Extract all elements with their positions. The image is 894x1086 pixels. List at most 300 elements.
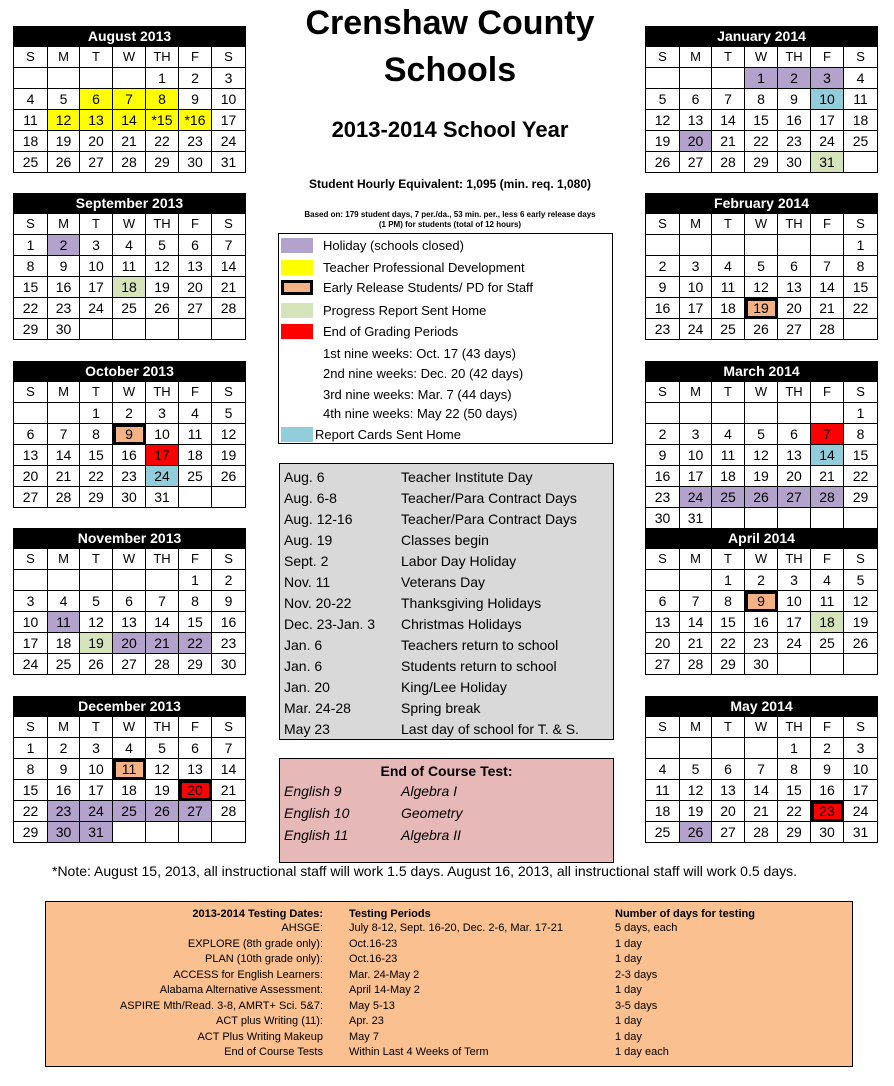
day-header: S	[646, 549, 680, 570]
calendar-day: 11	[712, 445, 745, 466]
calendar-day: 17	[14, 633, 48, 654]
calendar-day: 3	[212, 68, 246, 89]
calendar-day: 4	[844, 68, 878, 89]
event-name: Veterans Day	[401, 574, 486, 590]
calendar-day	[844, 152, 878, 173]
calendar-day: 8	[14, 759, 48, 780]
page-title-line2: Schools	[383, 51, 517, 89]
day-header: F	[179, 717, 212, 738]
calendar-title: February 2014	[646, 194, 878, 214]
day-header: W	[113, 214, 146, 235]
calendar-day: 21	[712, 131, 745, 152]
calendar-day: 19	[745, 466, 778, 487]
calendar-day: 12	[745, 277, 778, 298]
calendar-day: 23	[646, 487, 680, 508]
calendar-day: 13	[80, 110, 113, 131]
calendar-day: 24	[811, 131, 844, 152]
testing-period: May 5-13	[349, 999, 395, 1012]
calendar-day	[80, 68, 113, 89]
eoc-math: Algebra I	[401, 783, 458, 799]
calendar-day: 16	[646, 298, 680, 319]
calendar-day	[80, 319, 113, 340]
calendar-day: 10	[778, 591, 811, 612]
testing-label: Alabama Alternative Assessment:	[159, 984, 323, 996]
testing-row	[46, 983, 852, 997]
calendar-day: 31	[680, 508, 712, 529]
day-header: T	[80, 717, 113, 738]
calendar-day: 26	[646, 152, 680, 173]
calendar-day: 20	[712, 801, 745, 822]
calendar-feb	[645, 193, 878, 340]
testing-days: 1 day each	[615, 1046, 669, 1058]
calendar-day: 22	[14, 298, 48, 319]
calendar-day: 11	[48, 612, 80, 633]
calendar-day: 7	[212, 235, 246, 256]
calendar-day: 31	[146, 487, 179, 508]
calendar-day: 7	[146, 591, 179, 612]
day-header: TH	[778, 47, 811, 68]
calendar-day: 7	[48, 424, 80, 445]
day-header: M	[680, 47, 712, 68]
day-header: TH	[146, 549, 179, 570]
calendar-day: 5	[680, 759, 712, 780]
calendar-day	[680, 403, 712, 424]
legend-label: Progress Report Sent Home	[323, 303, 487, 318]
calendar-day: 24	[14, 654, 48, 675]
calendar-day: 19	[745, 298, 778, 319]
calendar-day: 30	[212, 654, 246, 675]
calendar-day	[778, 235, 811, 256]
testing-period: Mar. 24-May 2	[349, 968, 420, 981]
calendar-day: 21	[680, 633, 712, 654]
calendar-day: 1	[844, 403, 878, 424]
calendar-day: 17	[844, 780, 878, 801]
calendar-day: 4	[48, 591, 80, 612]
testing-row	[46, 921, 852, 935]
calendar-day: 9	[48, 759, 80, 780]
legend-label: Holiday (schools closed)	[323, 238, 464, 253]
calendar-day: 14	[811, 277, 844, 298]
calendar-dec	[13, 696, 246, 843]
calendar-day: 21	[146, 633, 179, 654]
day-header: M	[48, 549, 80, 570]
event-name: Teacher Institute Day	[401, 469, 533, 485]
calendar-day	[811, 654, 844, 675]
calendar-day: 11	[844, 89, 878, 110]
calendar-day: 13	[179, 759, 212, 780]
day-header: W	[113, 382, 146, 403]
calendar-day	[778, 403, 811, 424]
legend-swatch-end	[281, 324, 313, 339]
calendar-day: 23	[778, 131, 811, 152]
calendar-day: 2	[646, 256, 680, 277]
event-date: Dec. 23-Jan. 3	[284, 616, 376, 632]
calendar-day: 28	[712, 152, 745, 173]
calendar-day: 4	[179, 403, 212, 424]
testing-period: Testing Periods	[349, 908, 431, 920]
calendar-day: 25	[712, 319, 745, 340]
calendar-day: 12	[680, 780, 712, 801]
calendar-day: 13	[778, 445, 811, 466]
event-date: Nov. 20-22	[284, 595, 352, 611]
staff-note: *Note: August 15, 2013, all instructional staff will work 1.5 days. August 16, 2013, all instructional staff will work 0.5 days.	[52, 863, 797, 879]
calendar-day: 16	[745, 612, 778, 633]
calendar-day: 22	[80, 466, 113, 487]
calendar-day	[113, 822, 146, 843]
calendar-day	[745, 403, 778, 424]
calendar-day: 5	[212, 403, 246, 424]
calendar-day: 23	[48, 801, 80, 822]
calendar-day: 6	[712, 759, 745, 780]
calendar-day: 6	[680, 89, 712, 110]
calendar-day	[680, 235, 712, 256]
calendar-day: 11	[14, 110, 48, 131]
calendar-day: 2	[811, 738, 844, 759]
event-name: King/Lee Holiday	[401, 679, 507, 695]
calendar-day: 15	[778, 780, 811, 801]
day-header: W	[745, 214, 778, 235]
calendar-day	[680, 68, 712, 89]
calendar-day: 3	[680, 256, 712, 277]
calendar-day	[146, 822, 179, 843]
calendar-jan	[645, 26, 878, 173]
calendar-day: 18	[179, 445, 212, 466]
testing-period: Apr. 23	[349, 1015, 384, 1027]
calendar-day: 23	[811, 801, 844, 822]
day-header: M	[680, 549, 712, 570]
calendar-day: 19	[80, 633, 113, 654]
calendar-day: 9	[646, 277, 680, 298]
calendar-day: 5	[844, 570, 878, 591]
calendar-day: 30	[745, 654, 778, 675]
calendar-day	[811, 508, 844, 529]
calendar-day: 8	[844, 256, 878, 277]
calendar-day: 7	[680, 591, 712, 612]
calendar-day: 7	[811, 424, 844, 445]
calendar-day: 26	[745, 487, 778, 508]
calendar-day: 22	[179, 633, 212, 654]
calendar-day: 24	[844, 801, 878, 822]
legend-swatch-progress	[281, 303, 313, 318]
calendar-day: 18	[712, 466, 745, 487]
day-header: M	[48, 47, 80, 68]
testing-label: ACT plus Writing (11):	[216, 1015, 323, 1027]
day-header: M	[48, 717, 80, 738]
day-header: F	[811, 214, 844, 235]
event-name: Classes begin	[401, 532, 489, 548]
calendar-day: 18	[646, 801, 680, 822]
day-header: S	[212, 47, 246, 68]
calendar-day: 20	[778, 466, 811, 487]
testing-period: Oct.16-23	[349, 937, 398, 950]
calendar-day	[778, 654, 811, 675]
calendar-day: 2	[179, 68, 212, 89]
calendar-day: 10	[844, 759, 878, 780]
day-header: F	[179, 382, 212, 403]
calendar-day: 20	[179, 780, 212, 801]
testing-days: 1 day	[615, 937, 642, 950]
day-header: W	[113, 717, 146, 738]
event-date: May 23	[284, 721, 330, 737]
calendar-day: 3	[146, 403, 179, 424]
eoc-math: Algebra II	[401, 827, 461, 843]
testing-days: 5 days, each	[615, 922, 678, 934]
calendar-day: 30	[179, 152, 212, 173]
legend-label: Early Release Students/ PD for Staff	[323, 280, 534, 295]
calendar-day: 3	[680, 424, 712, 445]
day-header: F	[811, 382, 844, 403]
calendar-day: 8	[146, 89, 179, 110]
day-header: M	[48, 382, 80, 403]
calendar-day: 18	[113, 277, 146, 298]
calendar-day: 26	[48, 152, 80, 173]
calendar-day	[646, 570, 680, 591]
calendar-day: 9	[48, 256, 80, 277]
calendar-day: 10	[212, 89, 246, 110]
calendar-day: 12	[745, 445, 778, 466]
calendar-day	[179, 319, 212, 340]
day-header: F	[811, 47, 844, 68]
calendar-day: 25	[113, 298, 146, 319]
event-date: Aug. 6-8	[284, 490, 337, 506]
day-header: F	[179, 549, 212, 570]
day-header: T	[80, 47, 113, 68]
calendar-day: 27	[80, 152, 113, 173]
calendar-day: 8	[179, 591, 212, 612]
day-header: W	[745, 382, 778, 403]
calendar-day: 24	[146, 466, 179, 487]
calendar-day: 29	[778, 822, 811, 843]
calendar-day	[212, 822, 246, 843]
page-title-line1: Crenshaw County	[305, 4, 595, 42]
eoc-english: English 11	[284, 827, 349, 843]
calendar-day	[48, 68, 80, 89]
calendar-day: 22	[146, 131, 179, 152]
event-date: Jan. 20	[284, 679, 330, 695]
calendar-day: 6	[778, 256, 811, 277]
calendar-day: 17	[680, 298, 712, 319]
calendar-day: 19	[212, 445, 246, 466]
calendar-day: *16	[179, 110, 212, 131]
calendar-day	[811, 235, 844, 256]
calendar-day: 3	[778, 570, 811, 591]
day-header: S	[212, 549, 246, 570]
based-on-line2: (1 PM) for students (total of 12 hours)	[378, 220, 522, 229]
event-date: Jan. 6	[284, 637, 323, 653]
calendar-day: 9	[778, 89, 811, 110]
calendar-day: 18	[712, 298, 745, 319]
calendar-day: 14	[712, 110, 745, 131]
calendar-day: 5	[646, 89, 680, 110]
calendar-day: 31	[212, 152, 246, 173]
calendar-day: 5	[745, 424, 778, 445]
day-header: TH	[146, 717, 179, 738]
calendar-day	[646, 235, 680, 256]
event-name: Last day of school for T. & S.	[401, 721, 579, 737]
calendar-day: 1	[778, 738, 811, 759]
calendar-day: 31	[811, 152, 844, 173]
calendar-day: 4	[113, 738, 146, 759]
testing-row	[46, 937, 852, 951]
calendar-day: 30	[113, 487, 146, 508]
calendar-title: January 2014	[646, 27, 878, 47]
calendar-day: 29	[712, 654, 745, 675]
testing-days: 1 day	[615, 984, 642, 996]
legend-label: Report Cards Sent Home	[315, 427, 461, 442]
testing-period: April 14-May 2	[349, 984, 420, 996]
calendar-day: 27	[778, 319, 811, 340]
event-name: Students return to school	[401, 658, 557, 674]
day-header: TH	[778, 382, 811, 403]
calendar-may	[645, 696, 878, 843]
calendar-day: 24	[778, 633, 811, 654]
calendar-apr	[645, 528, 878, 675]
calendar-day: 28	[212, 298, 246, 319]
calendar-day: 27	[14, 487, 48, 508]
calendar-day: 18	[844, 110, 878, 131]
day-header: T	[712, 47, 745, 68]
day-header: T	[712, 717, 745, 738]
calendar-day: 5	[146, 235, 179, 256]
calendar-day: *15	[146, 110, 179, 131]
calendar-day: 4	[14, 89, 48, 110]
calendar-day: 17	[680, 466, 712, 487]
calendar-day: 3	[844, 738, 878, 759]
calendar-nov	[13, 528, 246, 675]
calendar-day	[14, 68, 48, 89]
calendar-day: 26	[212, 466, 246, 487]
calendar-day: 2	[48, 235, 80, 256]
calendar-day: 26	[146, 801, 179, 822]
calendar-day: 12	[146, 256, 179, 277]
calendar-day: 21	[113, 131, 146, 152]
calendar-day: 12	[146, 759, 179, 780]
calendar-day: 20	[179, 277, 212, 298]
day-header: F	[811, 717, 844, 738]
calendar-day: 20	[80, 131, 113, 152]
day-header: W	[113, 549, 146, 570]
calendar-day: 31	[844, 822, 878, 843]
calendar-day: 21	[48, 466, 80, 487]
calendar-day: 2	[48, 738, 80, 759]
event-date: Nov. 11	[284, 574, 331, 590]
day-header: W	[745, 549, 778, 570]
calendar-day: 22	[844, 298, 878, 319]
testing-days: 1 day	[615, 953, 642, 965]
calendar-day	[712, 508, 745, 529]
day-header: T	[80, 549, 113, 570]
calendar-day: 28	[680, 654, 712, 675]
event-name: Labor Day Holiday	[401, 553, 517, 569]
calendar-day	[811, 403, 844, 424]
day-header: M	[680, 717, 712, 738]
calendar-day: 4	[811, 570, 844, 591]
calendar-title: May 2014	[646, 697, 878, 717]
calendar-day	[745, 235, 778, 256]
calendar-day: 22	[778, 801, 811, 822]
calendar-day: 17	[778, 612, 811, 633]
calendar-day	[712, 738, 745, 759]
testing-row	[46, 952, 852, 966]
day-header: TH	[778, 214, 811, 235]
calendar-day: 6	[113, 591, 146, 612]
calendar-day: 8	[844, 424, 878, 445]
testing-label: AHSGE:	[281, 922, 323, 934]
calendar-day: 9	[811, 759, 844, 780]
calendar-day: 28	[146, 654, 179, 675]
calendar-day: 3	[811, 68, 844, 89]
calendar-day: 6	[179, 738, 212, 759]
event-date: Mar. 24-28	[284, 700, 351, 716]
calendar-day: 20	[646, 633, 680, 654]
calendar-day: 7	[745, 759, 778, 780]
calendar-day: 28	[811, 487, 844, 508]
day-header: S	[646, 717, 680, 738]
calendar-day: 20	[778, 298, 811, 319]
legend-label: 4th nine weeks: May 22 (50 days)	[323, 406, 518, 421]
calendar-day: 4	[712, 256, 745, 277]
calendar-day: 11	[811, 591, 844, 612]
calendar-day: 17	[80, 780, 113, 801]
day-header: T	[712, 549, 745, 570]
calendar-day: 7	[811, 256, 844, 277]
calendar-day: 31	[80, 822, 113, 843]
calendar-day: 28	[745, 822, 778, 843]
calendar-day: 17	[811, 110, 844, 131]
testing-days: 2-3 days	[615, 968, 658, 981]
calendar-day: 7	[712, 89, 745, 110]
hourly-equivalent: Student Hourly Equivalent: 1,095 (min. req. 1,080)	[308, 177, 592, 191]
calendar-day: 7	[212, 738, 246, 759]
calendar-day: 3	[80, 738, 113, 759]
calendar-day: 16	[646, 466, 680, 487]
day-header: S	[844, 47, 878, 68]
day-header: F	[811, 549, 844, 570]
calendar-day: 6	[778, 424, 811, 445]
calendar-day: 21	[811, 298, 844, 319]
calendar-day: 30	[48, 822, 80, 843]
based-on-note	[250, 210, 650, 230]
calendar-day: 23	[745, 633, 778, 654]
calendar-day	[48, 570, 80, 591]
calendar-day: 14	[113, 110, 146, 131]
day-header: W	[745, 717, 778, 738]
calendar-day: 10	[680, 277, 712, 298]
calendar-day: 24	[80, 298, 113, 319]
eoc-english: English 9	[284, 783, 342, 799]
calendar-day: 8	[778, 759, 811, 780]
calendar-title: November 2013	[14, 529, 246, 549]
calendar-day: 27	[113, 654, 146, 675]
calendar-day: 25	[646, 822, 680, 843]
day-header: S	[844, 214, 878, 235]
day-header: TH	[146, 214, 179, 235]
calendar-day: 29	[844, 487, 878, 508]
calendar-day: 1	[844, 235, 878, 256]
calendar-day: 29	[14, 822, 48, 843]
end-of-course-title: End of Course Test:	[380, 763, 513, 779]
calendar-day: 20	[680, 131, 712, 152]
calendar-day: 9	[212, 591, 246, 612]
testing-days: 1 day	[615, 1015, 642, 1027]
calendar-day: 10	[811, 89, 844, 110]
calendar-day: 23	[212, 633, 246, 654]
calendar-mar	[645, 361, 878, 529]
calendar-day: 22	[712, 633, 745, 654]
calendar-day: 9	[745, 591, 778, 612]
testing-header-row	[46, 907, 852, 921]
calendar-day: 19	[844, 612, 878, 633]
